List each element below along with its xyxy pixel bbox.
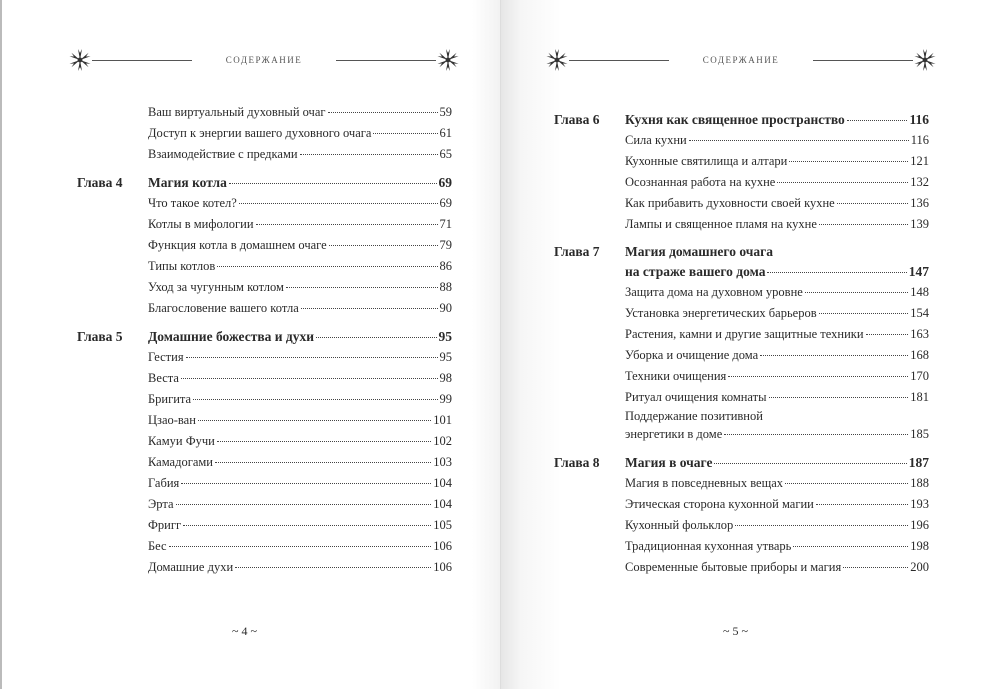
entry-title: Домашние божества и духи — [148, 329, 315, 344]
dot-leader — [735, 525, 908, 526]
entry-page-number: 168 — [910, 348, 929, 362]
toc-row — [554, 557, 929, 578]
entry-title: Установка энергетических барьеров — [625, 306, 817, 320]
entry-title: на страже вашего дома — [625, 264, 766, 279]
toc-entry — [77, 214, 452, 235]
dot-leader — [286, 287, 438, 288]
entry-page-number: 170 — [910, 369, 929, 383]
dot-leader — [256, 224, 438, 225]
entry-title: Котлы в мифологии — [148, 217, 254, 231]
toc-entry — [554, 193, 929, 214]
dot-leader — [316, 337, 436, 338]
star-anise-ornament-icon — [436, 48, 460, 72]
dot-leader — [837, 203, 909, 204]
toc-row — [554, 193, 929, 214]
header-title: СОДЕРЖАНИЕ — [225, 55, 303, 65]
dot-leader — [198, 420, 431, 421]
entry-page-number: 101 — [433, 413, 452, 427]
entry-title: Габия — [148, 476, 180, 490]
entry-title-line1: Магия домашнего очага — [625, 244, 773, 259]
entry-page-number: 154 — [910, 306, 929, 320]
toc-row — [77, 277, 452, 298]
toc-row — [77, 473, 452, 494]
dot-leader — [329, 245, 438, 246]
dot-leader — [816, 504, 908, 505]
toc-entry — [554, 473, 929, 494]
entry-page-number: 116 — [909, 112, 929, 127]
entry-title: Осознанная работа на кухне — [625, 175, 776, 189]
toc-row — [554, 473, 929, 494]
star-anise-ornament-icon — [913, 48, 937, 72]
toc-entry — [77, 347, 452, 368]
toc-row — [77, 536, 452, 557]
dot-leader — [193, 399, 437, 400]
toc-row — [77, 144, 452, 165]
toc-row — [77, 235, 452, 256]
entry-title: Уход за чугунным котлом — [148, 280, 284, 294]
toc-chapter — [77, 172, 452, 193]
header-rule — [336, 60, 436, 61]
entry-title-line1: Поддержание позитивной — [625, 409, 763, 423]
dot-leader — [847, 120, 908, 121]
entry-page-number: 102 — [433, 434, 452, 448]
dot-leader — [793, 546, 908, 547]
entry-title: Сила кухни — [625, 133, 687, 147]
toc-entry — [77, 452, 452, 473]
toc-entry — [554, 214, 929, 235]
entry-title: Что такое котел? — [148, 196, 237, 210]
dot-leader — [229, 183, 437, 184]
dot-leader — [689, 140, 909, 141]
toc-entry — [77, 298, 452, 319]
dot-leader — [181, 483, 431, 484]
entry-title: Бригита — [148, 392, 192, 406]
dot-leader — [239, 203, 438, 204]
entry-title: Ваш виртуальный духовный очаг — [148, 105, 326, 119]
toc-row — [77, 123, 452, 144]
running-header — [545, 48, 937, 72]
toc-entry — [77, 144, 452, 165]
entry-title: Кухонные святилища и алтари — [625, 154, 788, 168]
toc-entry — [77, 515, 452, 536]
toc-entry — [77, 389, 452, 410]
entry-page-number: 98 — [439, 371, 452, 385]
running-header — [68, 48, 460, 72]
entry-title: Кухня как священное пространство — [625, 112, 845, 127]
entry-page-number: 132 — [910, 175, 929, 189]
dot-leader — [714, 463, 906, 464]
toc-entry — [554, 130, 929, 151]
page-number: ~ 5 ~ — [723, 624, 748, 638]
entry-page-number: 104 — [433, 476, 452, 490]
star-anise-ornament-icon — [545, 48, 569, 72]
toc-entry — [77, 536, 452, 557]
toc-chapter — [77, 326, 452, 347]
toc-row — [554, 515, 929, 536]
toc-row — [554, 172, 929, 193]
entry-page-number: 103 — [433, 455, 452, 469]
toc-row — [554, 151, 929, 172]
entry-title: Бес — [148, 539, 167, 553]
toc-entry — [554, 557, 929, 578]
toc-entry — [554, 387, 929, 408]
entry-title: Этическая сторона кухонной магии — [625, 497, 814, 511]
toc-row — [554, 282, 929, 303]
entry-page-number: 185 — [910, 427, 929, 441]
entry-page-number: 106 — [433, 539, 452, 553]
toc-entry — [554, 515, 929, 536]
entry-title: Типы котлов — [148, 259, 216, 273]
entry-page-number: 69 — [438, 175, 452, 190]
dot-leader — [301, 308, 438, 309]
entry-page-number: 86 — [439, 259, 452, 273]
toc-row — [77, 515, 452, 536]
toc-row — [77, 172, 452, 193]
entry-title: Веста — [148, 371, 179, 385]
toc-entry — [77, 368, 452, 389]
entry-title: Камуи Фучи — [148, 434, 215, 448]
entry-title: Взаимодействие с предками — [148, 147, 298, 161]
entry-page-number: 116 — [910, 133, 929, 147]
toc-row — [77, 557, 452, 578]
entry-title: Техники очищения — [625, 369, 727, 383]
left-page — [0, 0, 500, 689]
entry-title: Ритуал очищения комнаты — [625, 390, 767, 404]
right-page — [500, 0, 1001, 689]
dot-leader — [785, 483, 908, 484]
entry-title: Магия в очаге — [625, 455, 713, 470]
toc-entry — [77, 193, 452, 214]
dot-leader — [728, 376, 908, 377]
entry-page-number: 200 — [910, 560, 929, 574]
toc-entry — [77, 431, 452, 452]
toc-row — [77, 431, 452, 452]
toc-entry — [554, 408, 929, 445]
toc-entry — [554, 536, 929, 557]
header-title: СОДЕРЖАНИЕ — [702, 55, 780, 65]
dot-leader — [183, 525, 431, 526]
toc-row — [554, 424, 929, 445]
toc-entry — [554, 151, 929, 172]
toc-row — [77, 347, 452, 368]
entry-title: Кухонный фольклор — [625, 518, 734, 532]
entry-page-number: 90 — [439, 301, 452, 315]
star-anise-ornament-icon — [68, 48, 92, 72]
dot-leader — [235, 567, 431, 568]
entry-title: Традиционная кухонная утварь — [625, 539, 792, 553]
entry-title: Фригг — [148, 518, 182, 532]
entry-page-number: 65 — [439, 147, 452, 161]
entry-page-number: 106 — [433, 560, 452, 574]
toc-list — [77, 102, 452, 578]
entry-page-number: 147 — [908, 264, 929, 279]
toc-entry — [554, 494, 929, 515]
toc-entry — [554, 324, 929, 345]
entry-page-number: 187 — [908, 455, 929, 470]
toc-row — [554, 452, 929, 473]
entry-page-number: 181 — [910, 390, 929, 404]
toc-entry — [554, 345, 929, 366]
toc-row — [77, 326, 452, 347]
entry-title: Благословение вашего котла — [148, 301, 299, 315]
toc-row — [77, 494, 452, 515]
dot-leader — [176, 504, 432, 505]
dot-leader — [186, 357, 438, 358]
entry-title: энергетики в доме — [625, 427, 723, 441]
entry-page-number: 88 — [439, 280, 452, 294]
toc-chapter — [554, 452, 929, 473]
dot-leader — [866, 334, 909, 335]
entry-title-line1 — [554, 242, 929, 261]
entry-title: Лампы и священное пламя на кухне — [625, 217, 817, 231]
toc-entry — [554, 282, 929, 303]
toc-entry — [77, 123, 452, 144]
page-number: ~ 4 ~ — [232, 624, 257, 638]
entry-title: Гестия — [148, 350, 184, 364]
toc-entry — [77, 277, 452, 298]
entry-page-number: 61 — [439, 126, 452, 140]
toc-entry — [77, 557, 452, 578]
entry-page-number: 136 — [910, 196, 929, 210]
entry-page-number: 79 — [439, 238, 452, 252]
entry-page-number: 148 — [910, 285, 929, 299]
entry-title: Магия в повседневных вещах — [625, 476, 783, 490]
dot-leader — [300, 154, 438, 155]
entry-page-number: 188 — [910, 476, 929, 490]
entry-page-number: 163 — [910, 327, 929, 341]
entry-page-number: 193 — [910, 497, 929, 511]
chapter-label: Глава 7 — [554, 244, 600, 259]
toc-row — [77, 193, 452, 214]
entry-title: Цзао-ван — [148, 413, 196, 427]
toc-row — [77, 389, 452, 410]
toc-entry — [554, 172, 929, 193]
entry-page-number: 69 — [439, 196, 452, 210]
entry-title: Магия котла — [148, 175, 227, 190]
entry-page-number: 95 — [438, 329, 452, 344]
toc-row — [554, 494, 929, 515]
header-rule — [569, 60, 669, 61]
toc-row — [554, 387, 929, 408]
entry-page-number: 71 — [439, 217, 452, 231]
dot-leader — [760, 355, 908, 356]
entry-page-number: 95 — [439, 350, 452, 364]
toc-row — [554, 536, 929, 557]
entry-page-number: 105 — [433, 518, 452, 532]
toc-row — [77, 410, 452, 431]
toc-row — [554, 261, 929, 282]
chapter-label: Глава 4 — [77, 175, 123, 190]
toc-row — [77, 368, 452, 389]
dot-leader — [769, 397, 909, 398]
toc-chapter — [554, 242, 929, 282]
entry-title: Доступ к энергии вашего духовного очага — [148, 126, 372, 140]
dot-leader — [328, 112, 438, 113]
toc-entry — [77, 494, 452, 515]
chapter-label: Глава 8 — [554, 455, 600, 470]
toc-row — [554, 130, 929, 151]
entry-title: Растения, камни и другие защитные техники — [625, 327, 864, 341]
toc-row — [77, 452, 452, 473]
toc-row — [554, 303, 929, 324]
dot-leader — [215, 462, 431, 463]
entry-page-number: 196 — [910, 518, 929, 532]
entry-page-number: 104 — [433, 497, 452, 511]
toc-row — [77, 256, 452, 277]
entry-title: Современные бытовые приборы и магия — [625, 560, 842, 574]
dot-leader — [373, 133, 437, 134]
dot-leader — [805, 292, 908, 293]
entry-page-number: 139 — [910, 217, 929, 231]
chapter-label: Глава 5 — [77, 329, 123, 344]
entry-title: Камадогами — [148, 455, 213, 469]
toc-row — [77, 298, 452, 319]
toc-entry — [77, 410, 452, 431]
dot-leader — [217, 441, 431, 442]
toc-entry — [77, 256, 452, 277]
toc-row — [554, 214, 929, 235]
header-rule — [92, 60, 192, 61]
entry-title: Эрта — [148, 497, 174, 511]
toc-row — [554, 366, 929, 387]
dot-leader — [217, 266, 437, 267]
entry-title: Домашние духи — [148, 560, 234, 574]
toc-entry — [77, 473, 452, 494]
toc-chapter — [554, 109, 929, 130]
dot-leader — [843, 567, 908, 568]
toc-row — [554, 345, 929, 366]
entry-title: Защита дома на духовном уровне — [625, 285, 803, 299]
entry-title: Как прибавить духовности своей кухне — [625, 196, 835, 210]
dot-leader — [819, 313, 909, 314]
chapter-label: Глава 6 — [554, 112, 600, 127]
entry-page-number: 198 — [910, 539, 929, 553]
toc-list — [554, 102, 929, 578]
toc-row — [77, 214, 452, 235]
toc-entry — [77, 102, 452, 123]
toc-entry — [77, 235, 452, 256]
entry-title: Функция котла в домашнем очаге — [148, 238, 327, 252]
entry-title: Уборка и очищение дома — [625, 348, 759, 362]
entry-page-number: 59 — [439, 105, 452, 119]
toc-entry — [554, 303, 929, 324]
toc-row — [77, 102, 452, 123]
dot-leader — [777, 182, 908, 183]
toc-entry — [554, 366, 929, 387]
header-rule — [813, 60, 913, 61]
dot-leader — [169, 546, 432, 547]
entry-page-number: 121 — [910, 154, 929, 168]
dot-leader — [789, 161, 908, 162]
dot-leader — [181, 378, 438, 379]
toc-row — [554, 324, 929, 345]
dot-leader — [767, 272, 906, 273]
entry-page-number: 99 — [439, 392, 452, 406]
toc-row — [554, 109, 929, 130]
dot-leader — [819, 224, 908, 225]
dot-leader — [724, 434, 908, 435]
